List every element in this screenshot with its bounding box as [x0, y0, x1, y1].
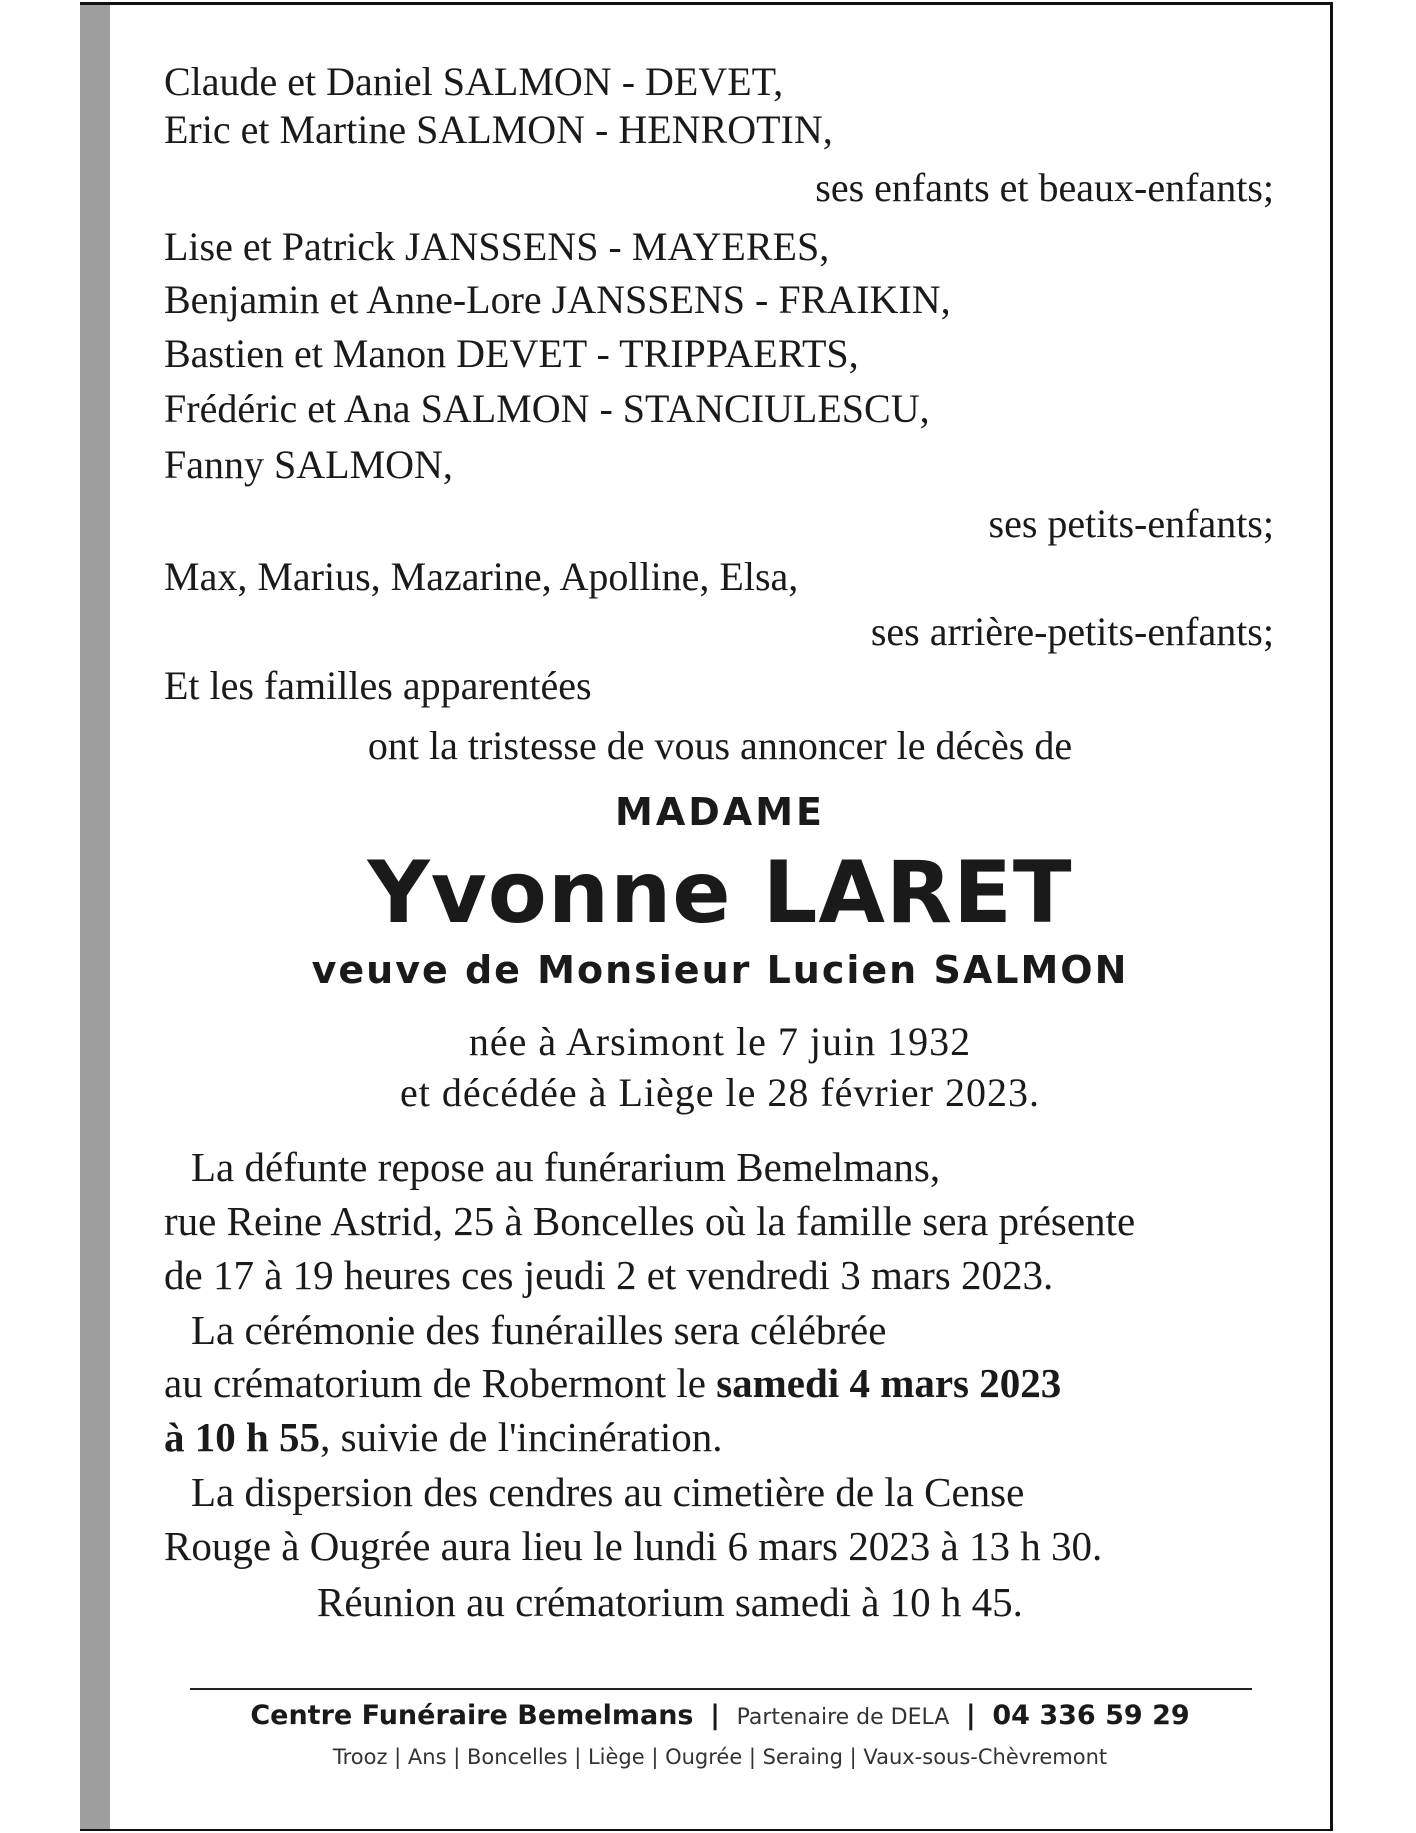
- footer-separator-1: |: [710, 1700, 720, 1731]
- ceremony-time-bold: à 10 h 55: [164, 1414, 321, 1460]
- grandchildren-line-2: Benjamin et Anne-Lore JANSSENS - FRAIKIN,: [164, 277, 951, 322]
- footer-divider: [190, 1688, 1252, 1690]
- dispersion-line-1: La dispersion des cendres au cimetière de la Cense: [191, 1469, 1025, 1515]
- footer-towns: Trooz | Ans | Boncelles | Liège | Ougrée | Seraing | Vaux-sous-Chèvremont: [332, 1745, 1108, 1769]
- grandchildren-line-3: Bastien et Manon DEVET - TRIPPAERTS,: [164, 331, 859, 376]
- footer-separator-2: |: [965, 1700, 976, 1731]
- grandchildren-label: ses petits-enfants;: [988, 501, 1274, 546]
- repose-line-3: de 17 à 19 heures ces jeudi 2 et vendredi 3 mars 2023.: [164, 1252, 1054, 1298]
- repose-line-2: rue Reine Astrid, 25 à Boncelles où la famille sera présente: [164, 1198, 1136, 1244]
- grandchildren-line-5: Fanny SALMON,: [164, 442, 453, 487]
- footer-company-name: Centre Funéraire Bemelmans: [250, 1700, 694, 1731]
- deceased-name: Yvonne LARET: [367, 843, 1073, 943]
- great-grandchildren-label: ses arrière-petits-enfants;: [870, 609, 1274, 654]
- children-label: ses enfants et beaux-enfants;: [815, 165, 1274, 210]
- grandchildren-line-4: Frédéric et Ana SALMON - STANCIULESCU,: [164, 386, 930, 431]
- deceased-birth: née à Arsimont le 7 juin 1932: [468, 1019, 972, 1064]
- footer-phone: 04 336 59 29: [992, 1700, 1190, 1731]
- ceremony-line-3: [164, 1412, 723, 1462]
- ceremony-date-bold: samedi 4 mars 2023: [716, 1360, 1062, 1406]
- grandchildren-line-1: Lise et Patrick JANSSENS - MAYERES,: [164, 224, 830, 269]
- family-children-line-1: Claude et Daniel SALMON - DEVET,: [164, 59, 784, 104]
- family-children-line-2: Eric et Martine SALMON - HENROTIN,: [164, 107, 833, 152]
- deceased-death: et décédée à Liège le 28 février 2023.: [400, 1070, 1040, 1115]
- announcement-line: ont la tristesse de vous annoncer le décès de: [367, 723, 1073, 768]
- deceased-title: MADAME: [615, 790, 825, 834]
- great-grandchildren-line: Max, Marius, Mazarine, Apolline, Elsa,: [164, 554, 799, 599]
- deceased-widow-of: veuve de Monsieur Lucien SALMON: [311, 948, 1129, 992]
- ceremony-line-3-text: , suivie de l'incinération.: [320, 1414, 723, 1460]
- ceremony-line-2: [164, 1358, 1061, 1408]
- footer-main-line: [110, 1700, 1330, 1731]
- repose-line-1: La défunte repose au funérarium Bemelmans,: [191, 1144, 941, 1190]
- ceremony-line-2-text: au crématorium de Robermont le: [164, 1360, 717, 1406]
- meeting-line: Réunion au crématorium samedi à 10 h 45.: [317, 1579, 1023, 1625]
- dispersion-line-2: Rouge à Ougrée aura lieu le lundi 6 mars 2023 à 13 h 30.: [164, 1523, 1103, 1569]
- ceremony-line-1: La cérémonie des funérailles sera célébrée: [191, 1307, 887, 1353]
- footer-partner: Partenaire de DELA: [736, 1705, 950, 1730]
- related-families-line: Et les familles apparentées: [164, 663, 592, 708]
